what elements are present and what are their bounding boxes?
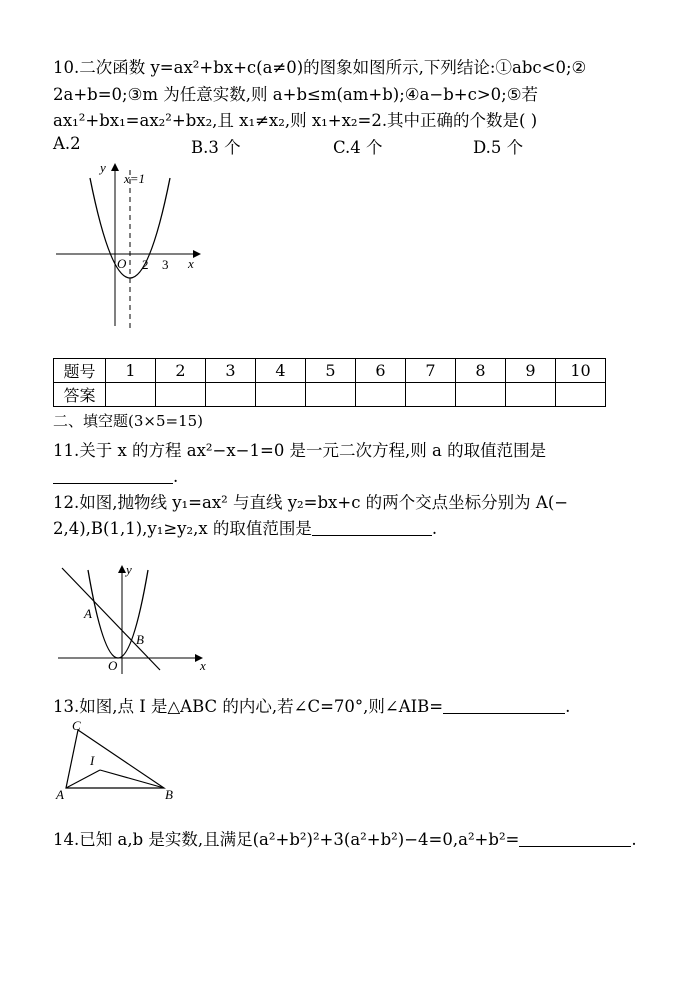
q10-option-b: B.3 个 — [191, 138, 241, 157]
q10-y-label: y — [100, 160, 106, 175]
question-number-6: 6 — [356, 359, 406, 383]
q14-line1 — [53, 829, 637, 851]
answer-cell-5[interactable] — [306, 383, 356, 407]
answer-cell-2[interactable] — [156, 383, 206, 407]
q10-tick-2: 2 — [142, 257, 149, 272]
q13-segment-bi — [100, 770, 164, 788]
q13-answer-blank[interactable] — [443, 697, 565, 714]
q10-tick-3: 3 — [162, 257, 169, 272]
q12-tail: . — [431, 519, 438, 538]
q10-option-a: A.2 — [53, 134, 81, 153]
question-number-5: 5 — [306, 359, 356, 383]
q10-option-c: C.4 个 — [333, 138, 383, 157]
answer-cell-8[interactable] — [456, 383, 506, 407]
q12-x-label: x — [200, 658, 206, 673]
q13-label-c: C — [72, 718, 81, 733]
question-number-8: 8 — [456, 359, 506, 383]
q10-option-d: D.5 个 — [473, 138, 524, 157]
q10-line3: ax₁²+bx₁=ax₂²+bx₂,且 x₁≠x₂,则 x₁+x₂=2.其中正确的个数是( ) — [53, 111, 538, 130]
q11-line1: 11.关于 x 的方程 ax²−x−1=0 是一元二次方程,则 a 的取值范围是 — [53, 441, 547, 460]
question-number-9: 9 — [506, 359, 556, 383]
q11-tail: . — [173, 467, 179, 486]
answer-table-answer-label: 答案 — [54, 383, 106, 407]
q13-label-b: B — [165, 787, 173, 802]
q13-triangle-figure — [52, 718, 182, 802]
answer-cell-3[interactable] — [206, 383, 256, 407]
q10-x-label: x — [188, 256, 194, 271]
q11-answer-blank[interactable] — [53, 467, 173, 484]
answer-cell-6[interactable] — [356, 383, 406, 407]
answer-table-header-label: 题号 — [54, 359, 106, 383]
q12-point-b-label: B — [136, 632, 144, 647]
q10-options — [53, 134, 573, 156]
q13-label-a: A — [56, 787, 64, 802]
q13-line1-text: 13.如图,点 I 是△ABC 的内心,若∠C=70°,则∠AIB= — [53, 697, 444, 716]
q10-line1: 10.二次函数 y=ax²+bx+c(a≠0)的图象如图所示,下列结论:①abc<0;② — [53, 58, 587, 77]
q12-point-a-label: A — [84, 606, 92, 621]
question-number-4: 4 — [256, 359, 306, 383]
q14-answer-blank[interactable] — [519, 830, 631, 847]
q12-answer-blank[interactable] — [312, 519, 432, 536]
section-2-title: 二、填空题(3×5=15) — [53, 412, 204, 430]
answer-cell-10[interactable] — [556, 383, 606, 407]
answer-table — [53, 358, 606, 407]
q13-segment-ai — [66, 770, 100, 788]
q12-y-label: y — [126, 562, 132, 577]
q12-parabola-line-graph — [52, 560, 212, 678]
question-number-7: 7 — [406, 359, 456, 383]
q14-tail: . — [631, 830, 637, 849]
question-number-1: 1 — [106, 359, 156, 383]
q13-line1 — [53, 696, 570, 718]
answer-cell-9[interactable] — [506, 383, 556, 407]
q13-triangle-abc — [66, 730, 164, 788]
q12-line1: 12.如图,抛物线 y₁=ax² 与直线 y₂=bx+c 的两个交点坐标分别为 A(− — [53, 493, 569, 512]
answer-cell-4[interactable] — [256, 383, 306, 407]
q11-line2 — [53, 466, 178, 488]
q10-axis-label: x=1 — [124, 171, 146, 186]
q10-origin-label: O — [117, 256, 127, 271]
answer-cell-7[interactable] — [406, 383, 456, 407]
question-number-2: 2 — [156, 359, 206, 383]
answer-cell-1[interactable] — [106, 383, 156, 407]
q14-line1-text: 14.已知 a,b 是实数,且满足(a²+b²)²+3(a²+b²)−4=0,a²+b²= — [53, 830, 520, 849]
question-number-10: 10 — [556, 359, 606, 383]
q12-line2-text: 2,4),B(1,1),y₁≥y₂,x 的取值范围是 — [53, 519, 312, 538]
q10-line2: 2a+b=0;③m 为任意实数,则 a+b≤m(am+b);④a−b+c>0;⑤若 — [53, 85, 539, 104]
q12-line2 — [53, 518, 437, 540]
q10-parabola-graph — [50, 158, 210, 334]
answer-table-header-row — [54, 359, 606, 383]
q12-origin-label: O — [108, 658, 118, 673]
answer-table-answer-row — [54, 383, 606, 407]
q13-tail: . — [565, 697, 571, 716]
q13-label-i: I — [90, 753, 95, 768]
question-number-3: 3 — [206, 359, 256, 383]
